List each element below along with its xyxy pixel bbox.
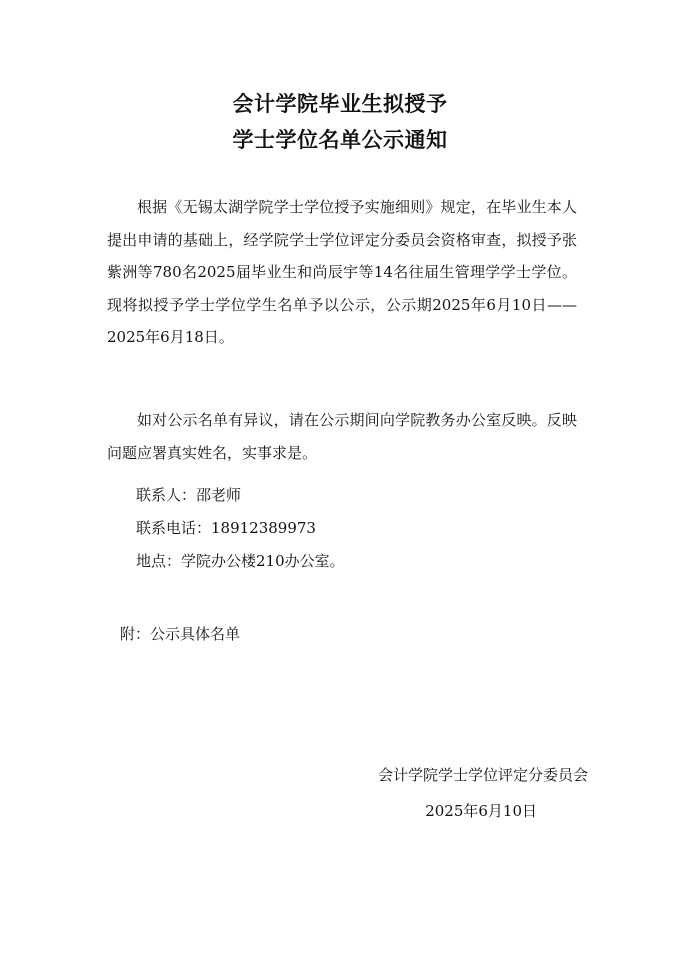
contact-person: 联系人：邵老师 xyxy=(136,486,242,504)
attachment-note: 附：公示具体名单 xyxy=(120,625,241,643)
title-line-1: 会计学院毕业生拟授予 xyxy=(232,92,448,116)
contact-phone: 联系电话：18912389973 xyxy=(136,519,316,537)
title-line-2: 学士学位名单公示通知 xyxy=(232,128,448,152)
office-location: 地点：学院办公楼210办公室。 xyxy=(136,552,345,570)
body-paragraph-1: 根据《无锡太湖学院学士学位授予实施细则》规定，在毕业生本人提出申请的基础上，经学院学士学位评定分委员会资格审查，拟授予张紫洲等780名2025届毕业生和尚辰宇等14名往届生管理学学士学位。现将拟授予学士学位学生名单予以公示，公示期2025年6月10日——2025年6月18日。 xyxy=(107,198,577,346)
signature-organization: 会计学院学士学位评定分委员会 xyxy=(377,766,588,784)
signature-date: 2025年6月10日 xyxy=(425,802,537,820)
body-paragraph-2: 如对公示名单有异议，请在公示期间向学院教务办公室反映。反映问题应署真实姓名，实事求是。 xyxy=(107,411,577,462)
